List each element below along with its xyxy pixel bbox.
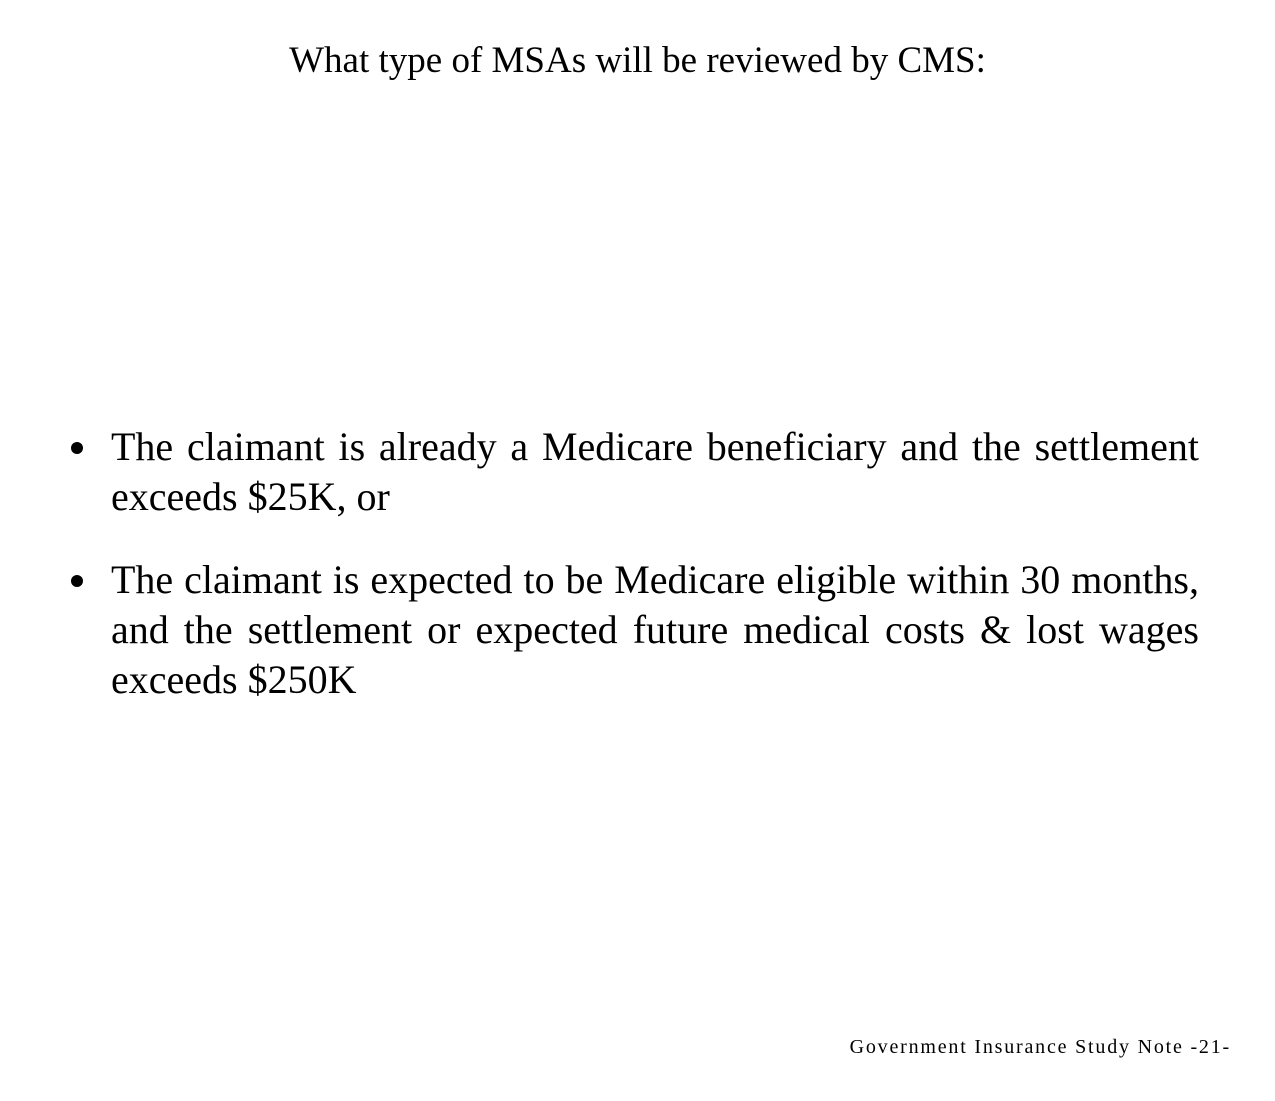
bullet-text: The claimant is expected to be Medicare eligible within 30 months, and the settlement or expected future medical costs & lost wages exceeds $250K xyxy=(111,557,1199,702)
bullet-item-medicare-beneficiary xyxy=(68,422,1199,522)
bullet-dot-icon xyxy=(71,442,83,454)
bullet-list xyxy=(68,422,1199,738)
bullet-dot-icon xyxy=(71,575,83,587)
slide-title: What type of MSAs will be reviewed by CMS: xyxy=(289,40,986,81)
bullet-text: The claimant is already a Medicare beneficiary and the settlement exceeds $25K, or xyxy=(111,424,1199,519)
slide-footer: Government Insurance Study Note -21- xyxy=(849,1036,1231,1058)
bullet-item-medicare-eligible xyxy=(68,555,1199,705)
